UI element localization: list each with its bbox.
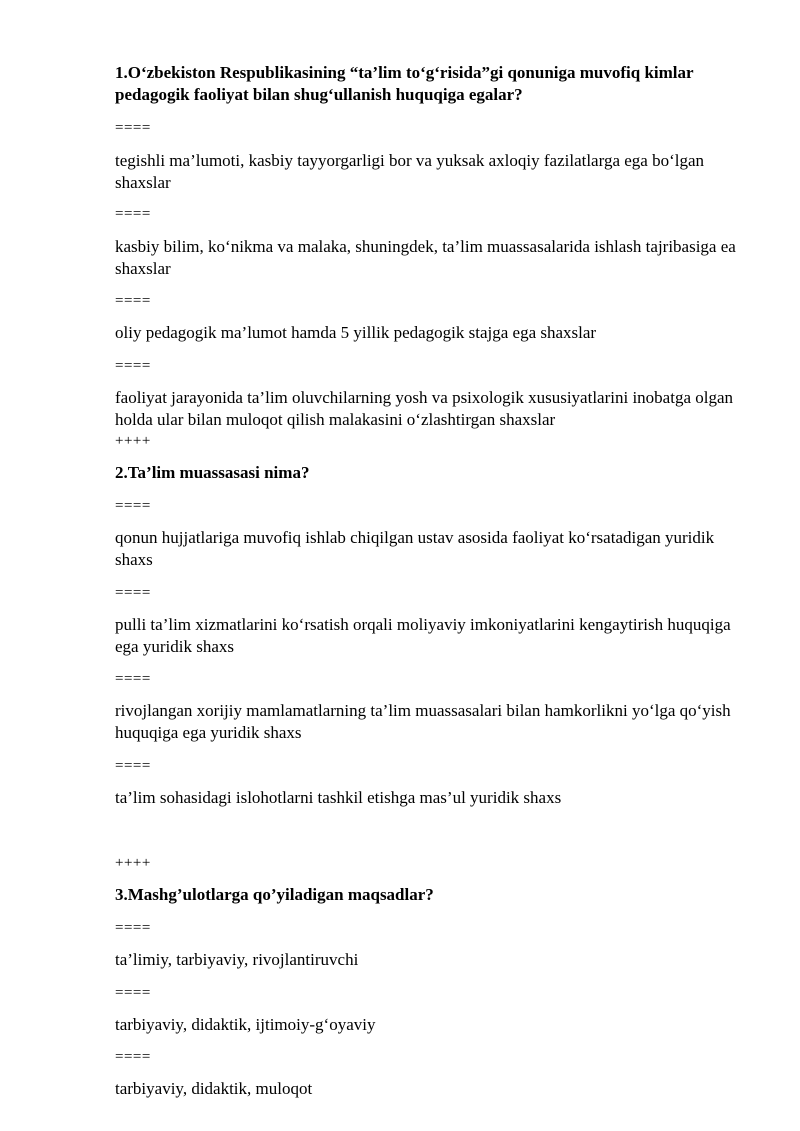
question-end-marker: ++++: [115, 855, 151, 871]
answer-option: ta’lim sohasidagi islohotlarni tashkil etishga mas’ul yuridik shaxs: [115, 788, 562, 807]
answer-option: tarbiyaviy, didaktik, ijtimoiy-g‘oyaviy: [115, 1015, 376, 1034]
answer-option: qonun hujjatlariga muvofiq ishlab chiqilgan ustav asosida faoliyat ko‘rsatadigan yuridik shaxs: [115, 528, 715, 569]
answer-separator: ====: [115, 758, 151, 774]
question-title: 2.Ta’lim muassasasi nima?: [115, 463, 310, 482]
answer-option: rivojlangan xorijiy mamlamatlarning ta’lim muassasalari bilan hamkorlikni yo‘lga qo‘yish huquqiga ega yuridik shaxs: [115, 701, 731, 742]
answer-separator: ====: [115, 585, 151, 601]
answer-separator: ====: [115, 293, 151, 309]
answer-option: pulli ta’lim xizmatlarini ko‘rsatish orqali moliyaviy imkoniyatlarini kengaytirish huquqiga ega yuridik shaxs: [115, 615, 731, 656]
answer-option: kasbiy bilim, ko‘nikma va malaka, shuningdek, ta’lim muassasalarida ishlash tajribasiga ea shaxslar: [115, 237, 736, 278]
answer-separator: ====: [115, 358, 151, 374]
answer-option: tarbiyaviy, didaktik, muloqot: [115, 1079, 313, 1098]
answer-option: tegishli ma’lumoti, kasbiy tayyorgarligi bor va yuksak axloqiy fazilatlarga ega bo‘lgan shaxslar: [115, 151, 705, 192]
answer-option: faoliyat jarayonida ta’lim oluvchilarning yosh va psixologik xususiyatlarini inobatga olgan holda ular bilan muloqot qilish malakasini o‘zlashtirgan shaxslar: [115, 388, 734, 429]
answer-separator: ====: [115, 498, 151, 514]
answer-separator: ====: [115, 985, 151, 1001]
answer-option: ta’limiy, tarbiyaviy, rivojlantiruvchi: [115, 950, 359, 969]
question-end-marker: ++++: [115, 433, 151, 449]
question-title: 1.O‘zbekiston Respublikasining “ta’lim to‘g‘risida”gi qonuniga muvofiq kimlar pedagogik faoliyat bilan shug‘ullanish huquqiga egalar?: [115, 63, 694, 104]
answer-separator: ====: [115, 206, 151, 222]
answer-option: oliy pedagogik ma’lumot hamda 5 yillik pedagogik stajga ega shaxslar: [115, 323, 597, 342]
answer-separator: ====: [115, 120, 151, 136]
answer-separator: ====: [115, 671, 151, 687]
answer-separator: ====: [115, 920, 151, 936]
answer-separator: ====: [115, 1049, 151, 1065]
question-title: 3.Mashg’ulotlarga qo’yiladigan maqsadlar?: [115, 885, 434, 904]
